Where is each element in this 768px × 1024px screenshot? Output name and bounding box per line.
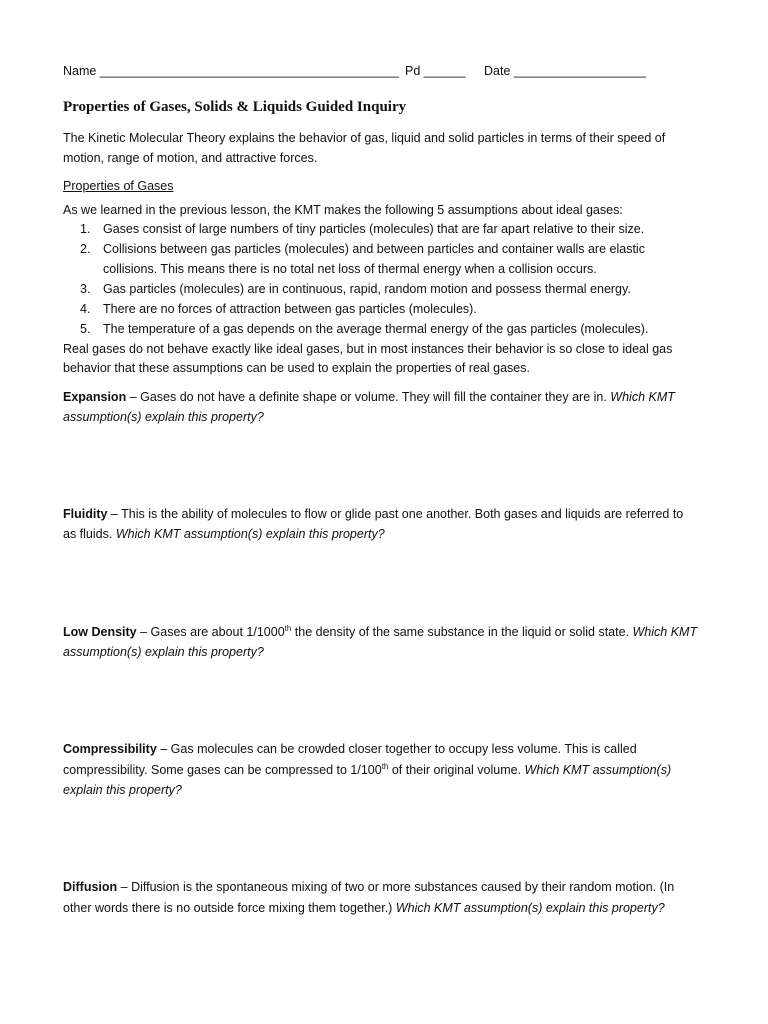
assumption-text-continued: collisions. This means there is no total net loss of thermal energy when a collision occurs. [103,262,597,276]
expansion-description: – Gases do not have a definite shape or volume. They will fill the container they are in. [126,390,611,404]
diffusion-line-2 [63,898,665,918]
expansion-question-cont: assumption(s) explain this property? [63,410,264,424]
assumption-text: Collisions between gas particles (molecules) and between particles and container walls are elastic [103,242,645,256]
diffusion-description-cont: other words there is no outside force mixing them together.) [63,901,396,915]
low-density-question-cont: assumption(s) explain this property? [63,645,264,659]
fluidity-question: Which KMT assumption(s) explain this property? [115,527,385,541]
fluidity-description-cont: as fluids. [63,527,116,541]
assumption-number: 1. [80,222,91,236]
compressibility-description: – Gas molecules can be crowded closer together to occupy less volume. This is called [156,742,637,756]
assumption-number: 4. [80,302,91,316]
compressibility-description-cont: compressibility. Some gases can be compressed to 1/100 [63,763,382,777]
diffusion-paragraph [63,877,674,897]
intro-line-1: The Kinetic Molecular Theory explains the behavior of gas, liquid and solid particles in terms of their speed of [63,131,666,145]
assumption-number: 2. [80,242,91,256]
compressibility-term: Compressibility [63,742,157,756]
assumption-item [80,219,644,239]
page-title: Properties of Gases, Solids & Liquids Guided Inquiry [63,99,407,115]
low-density-description-cont: the density of the same substance in the liquid or solid state. [291,625,633,639]
compressibility-question-cont: explain this property? [63,783,182,797]
assumption-item [80,239,645,259]
intro-line-2: motion, range of motion, and attractive forces. [63,151,318,165]
diffusion-description: – Diffusion is the spontaneous mixing of two or more substances caused by their random motion. (In [117,880,675,894]
expansion-paragraph [63,387,675,407]
assumption-text: Gas particles (molecules) are in continuous, rapid, random motion and possess thermal energy. [103,282,631,296]
assumption-number: 5. [80,322,91,336]
low-density-term: Low Density [63,625,137,639]
compressibility-description-end: of their original volume. [388,763,525,777]
period-field[interactable]: Pd ______ [405,64,466,78]
assumption-item [80,279,631,299]
superscript-th: th [284,623,292,633]
superscript-th: th [381,761,389,771]
low-density-question: Which KMT [632,625,698,639]
diffusion-question: Which KMT assumption(s) explain this property? [395,901,665,915]
fluidity-line-2 [63,524,385,544]
real-gases-line-1: Real gases do not behave exactly like ideal gases, but in most instances their behavior is so close to ideal gas [63,342,673,356]
assumptions-intro: As we learned in the previous lesson, the KMT makes the following 5 assumptions about ideal gases: [63,203,623,217]
section-heading: Properties of Gases [63,179,174,193]
compressibility-question: Which KMT assumption(s) [524,763,672,777]
assumption-text: There are no forces of attraction between gas particles (molecules). [103,302,477,316]
compressibility-question-line [63,780,182,800]
fluidity-description: – This is the ability of molecules to flow or glide past one another. Both gases and liquids are referred to [107,507,684,521]
assumption-text: Gases consist of large numbers of tiny particles (molecules) that are far apart relative to their size. [103,222,645,236]
expansion-question: Which KMT [610,390,675,404]
expansion-question-line [63,407,264,427]
low-density-description: – Gases are about 1/1000 [136,625,285,639]
compressibility-paragraph [63,739,637,759]
real-gases-line-2: behavior that these assumptions can be used to explain the properties of real gases. [63,361,530,375]
diffusion-term: Diffusion [63,880,118,894]
name-field[interactable]: Name ___________________________________________ [63,64,399,78]
assumption-number: 3. [80,282,91,296]
fluidity-paragraph [63,504,683,524]
fluidity-term: Fluidity [63,507,108,521]
assumption-item [80,319,648,339]
low-density-question-line [63,642,264,662]
date-field[interactable]: Date ___________________ [484,64,646,78]
expansion-term: Expansion [63,390,127,404]
assumption-text: The temperature of a gas depends on the average thermal energy of the gas particles (molecules). [103,322,649,336]
assumption-item [80,299,477,319]
compressibility-line-2 [63,760,671,780]
low-density-paragraph [63,622,697,642]
